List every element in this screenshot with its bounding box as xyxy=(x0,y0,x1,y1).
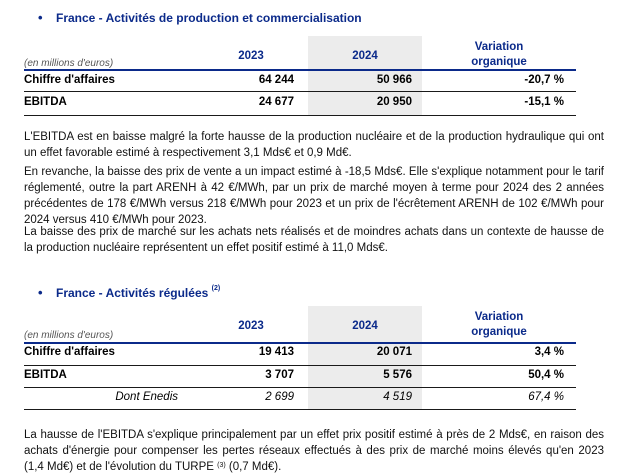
production-table xyxy=(24,36,576,116)
value-variation: -15,1 % xyxy=(524,96,564,108)
section-heading-production xyxy=(38,10,362,25)
row-label: EBITDA xyxy=(24,96,67,108)
paragraph-text-end: (0,7 Md€). xyxy=(225,461,282,473)
row-rule xyxy=(24,91,576,92)
header-rule xyxy=(24,69,576,71)
col-header-variation-line2: organique xyxy=(471,56,527,68)
sub-value-2024: 4 519 xyxy=(383,391,412,403)
value-2023: 64 244 xyxy=(258,74,294,86)
value-2024: 50 966 xyxy=(376,74,412,86)
bullet-icon: • xyxy=(38,285,43,300)
row-label: Chiffre d'affaires xyxy=(24,346,115,358)
row-label: Chiffre d'affaires xyxy=(24,74,115,86)
row-rule xyxy=(24,365,576,366)
section-heading-text: France - Activités de production et commercialisation xyxy=(56,11,362,25)
col-header-variation xyxy=(422,40,576,70)
col-header-variation-line1: Variation xyxy=(474,41,524,53)
value-variation: -20,7 % xyxy=(524,74,564,86)
regulated-table xyxy=(24,306,576,410)
paragraph xyxy=(24,427,604,475)
footnote-ref: (3) xyxy=(217,462,226,469)
paragraph: La baisse des prix de marché sur les achats nets réalisés et de moindres achats dans un contexte de hausse de la production nucléaire représentent un effet positif estimé à 11,0 Mds€. xyxy=(24,226,604,254)
row-rule xyxy=(24,115,576,116)
value-2024: 20 950 xyxy=(376,96,412,108)
paragraph: En revanche, la baisse des prix de vente a un impact estimé à -18,5 Mds€. Elle s'explique notamment pour le tarif réglementé, outre la part ARENH à 42 €/MWh, par un prix de marché moyen à terme pour 2024 des 2 années précédentes de 178 €/MWh versus 218 €/MWh pour 2023 et un prix de l'écrêtement ARENH de 102 €/MWh pour 2024 versus 410 €/MWh pour 2023. xyxy=(24,166,604,226)
unit-label: (en millions d'euros) xyxy=(24,58,114,69)
col-header-variation xyxy=(422,310,576,340)
footnote-ref: (2) xyxy=(211,285,221,292)
sub-value-2023: 2 699 xyxy=(265,391,294,403)
value-2024: 5 576 xyxy=(383,369,412,381)
value-variation: 3,4 % xyxy=(534,346,564,358)
value-2023: 19 413 xyxy=(258,346,294,358)
value-2023: 3 707 xyxy=(265,369,294,381)
row-rule xyxy=(24,387,576,388)
unit-label: (en millions d'euros) xyxy=(24,330,114,341)
paragraph: L'EBITDA est en baisse malgré la forte hausse de la production nucléaire et de la production hydraulique qui ont un effet favorable estimé à respectivement 3,1 Mds€ et 0,9 Md€. xyxy=(24,131,604,159)
table-bottom-rule xyxy=(24,409,576,410)
sub-row-label: Dont Enedis xyxy=(115,391,178,403)
row-label: EBITDA xyxy=(24,369,67,381)
header-rule xyxy=(24,342,576,344)
section-heading-text: France - Activités régulées xyxy=(56,286,209,300)
bullet-icon: • xyxy=(38,10,43,25)
col-header-2024: 2024 xyxy=(352,50,378,62)
col-header-variation-line2: organique xyxy=(471,326,527,338)
col-header-2023: 2023 xyxy=(238,50,264,62)
value-variation: 50,4 % xyxy=(528,369,564,381)
value-2023: 24 677 xyxy=(258,96,294,108)
section-heading-regulated xyxy=(38,285,221,300)
sub-value-variation: 67,4 % xyxy=(528,391,564,403)
col-header-2024: 2024 xyxy=(352,320,378,332)
col-header-2023: 2023 xyxy=(238,320,264,332)
col-header-variation-line1: Variation xyxy=(474,311,524,323)
value-2024: 20 071 xyxy=(376,346,412,358)
paragraph-text: La hausse de l'EBITDA s'explique principalement par un effet prix positif estimé à près de 2 Mds€, en raison des achats d'énergie pour compenser les pertes réseaux effectués à des prix de marché moins élevés qu'en 2023 (1,4 Md€) et de l'évolution du TURPE xyxy=(24,429,604,473)
